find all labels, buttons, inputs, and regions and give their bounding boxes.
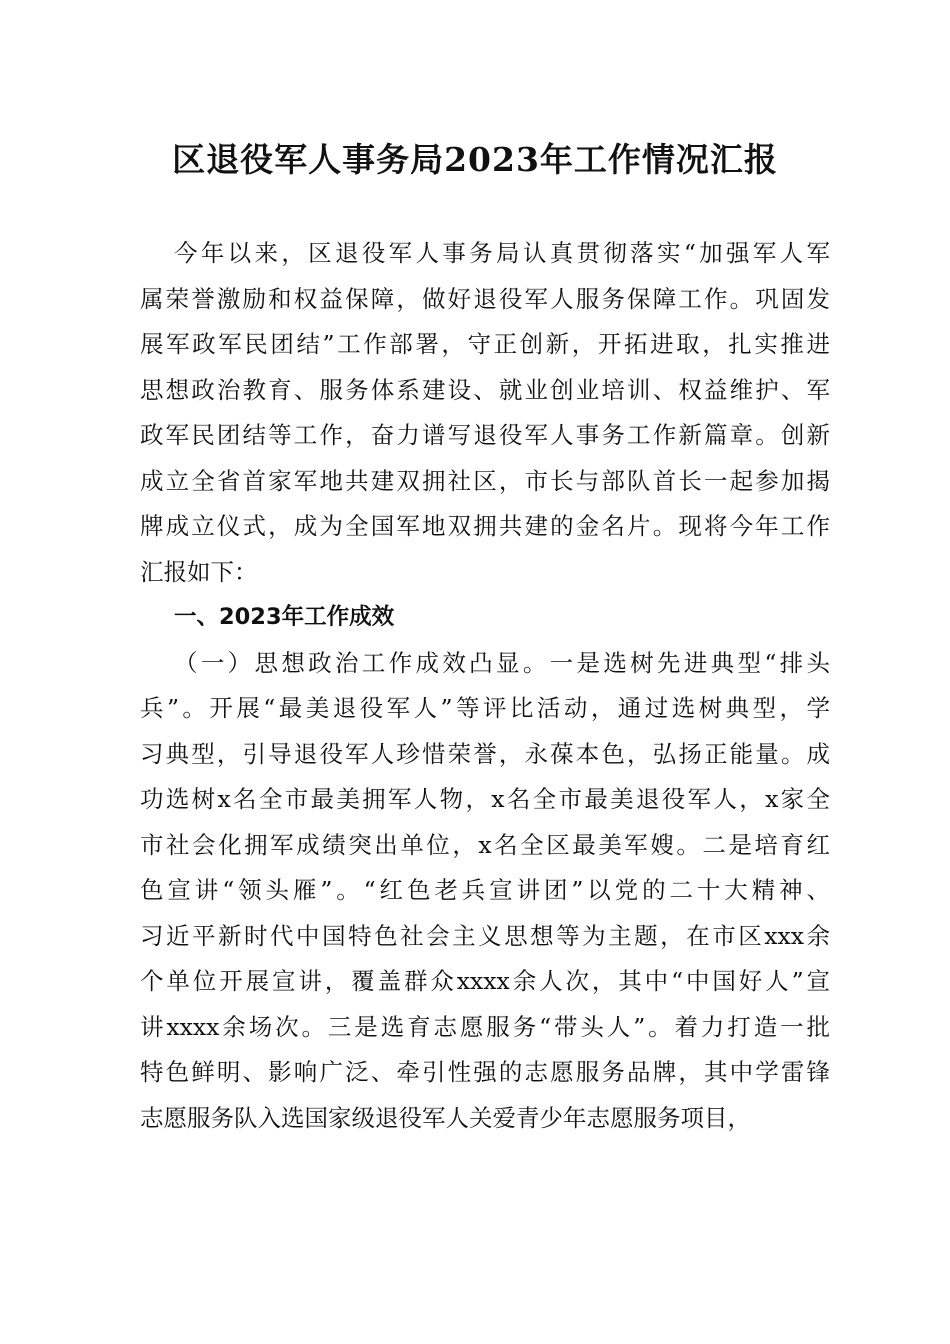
document-title: 区退役军人事务局2023年工作情况汇报 bbox=[172, 140, 778, 179]
section-paragraph-line: 个单位开展宣讲，覆盖群众xxxx余人次，其中“中国好人”宣 bbox=[140, 967, 830, 995]
section-paragraph-line: 习近平新时代中国特色社会主义思想等为主题，在市区xxx余 bbox=[140, 921, 830, 950]
intro-paragraph-line: 今年以来，区退役军人事务局认真贯彻落实“加强军人军 bbox=[174, 239, 830, 267]
section-paragraph-line: 兵”。开展“最美退役军人”等评比活动，通过选树典型，学 bbox=[140, 694, 830, 722]
intro-paragraph-line: 政军民团结等工作，奋力谱写退役军人事务工作新篇章。创新 bbox=[140, 421, 830, 449]
section-paragraph-line: 讲xxxx余场次。三是选育志愿服务“带头人”。着力打造一批 bbox=[140, 1012, 830, 1041]
section-paragraph-line: 市社会化拥军成绩突出单位，x名全区最美军嫂。二是培育红 bbox=[140, 830, 830, 859]
intro-paragraph-line: 成立全省首家军地共建双拥社区，市长与部队首长一起参加揭 bbox=[140, 466, 830, 495]
section-paragraph-line: 志愿服务队入选国家级退役军人关爱青少年志愿服务项目， bbox=[140, 1103, 751, 1132]
intro-paragraph-line: 展军政军民团结”工作部署，守正创新，开拓进取，扎实推进 bbox=[140, 330, 830, 358]
document-body bbox=[140, 231, 830, 1141]
intro-paragraph-line: 思想政治教育、服务体系建设、就业创业培训、权益维护、军 bbox=[140, 375, 830, 404]
intro-paragraph-line: 牌成立仪式，成为全国军地双拥共建的金名片。现将今年工作 bbox=[140, 512, 830, 540]
section-paragraph-line: 色宣讲“领头雁”。“红色老兵宣讲团”以党的二十大精神、 bbox=[140, 876, 830, 904]
section-paragraph-line: 功选树x名全市最美拥军人物，x名全市最美退役军人，x家全 bbox=[140, 785, 830, 813]
section-paragraph-line: 习典型，引导退役军人珍惜荣誉，永葆本色，弘扬正能量。成 bbox=[140, 739, 830, 768]
section-paragraph-line: （一）思想政治工作成效凸显。一是选树先进典型“排头 bbox=[174, 648, 830, 677]
section-paragraph-line: 特色鲜明、影响广泛、牵引性强的志愿服务品牌，其中学雷锋 bbox=[140, 1058, 830, 1086]
intro-paragraph-line: 汇报如下： bbox=[140, 557, 258, 586]
section-heading: 一、2023年工作成效 bbox=[174, 604, 395, 630]
intro-paragraph-line: 属荣誉激励和权益保障，做好退役军人服务保障工作。巩固发 bbox=[140, 284, 830, 313]
